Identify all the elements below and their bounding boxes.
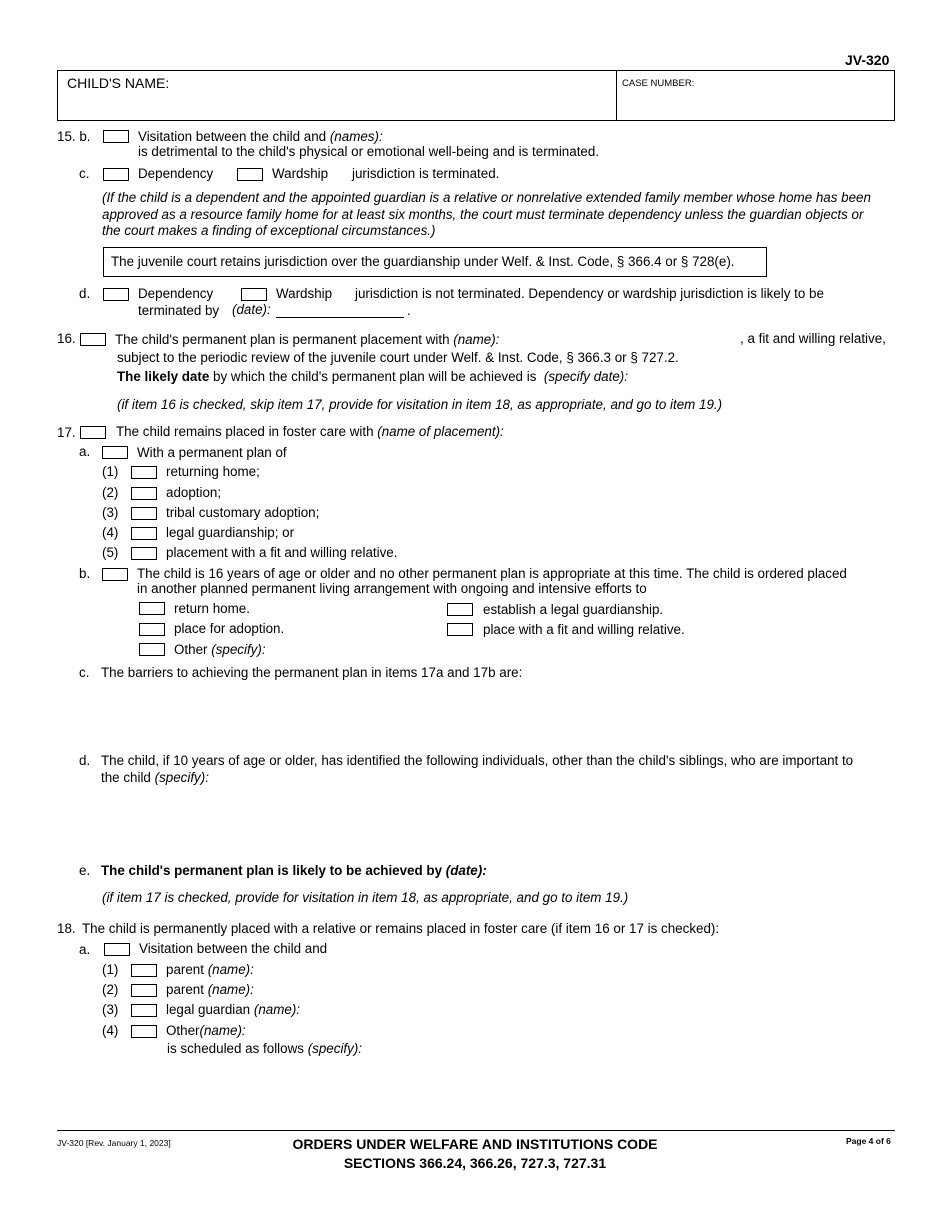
item-15c-dependency: Dependency: [138, 166, 214, 181]
item-18-scheduled: is scheduled as follows (specify):: [167, 1041, 363, 1056]
item-17a2-label: adoption;: [166, 485, 222, 500]
checkbox-17a2[interactable]: [131, 487, 157, 500]
item-15d-terminated-by: terminated by: [138, 303, 220, 318]
item-15d-date-label: (date):: [232, 302, 271, 317]
checkbox-15c-dependency[interactable]: [103, 168, 129, 181]
item-17d-letter: d.: [79, 753, 91, 768]
item-15b-number: 15. b.: [57, 129, 91, 144]
item-17a4-num: (4): [102, 525, 119, 540]
item-15c-letter: c.: [79, 166, 90, 181]
item-17e-letter: e.: [79, 863, 91, 878]
item-15b-line2: is detrimental to the child's physical or emotional well-being and is terminated.: [138, 144, 600, 159]
checkbox-18a1[interactable]: [131, 964, 157, 977]
item-15c-jurisdiction-box: The juvenile court retains jurisdiction over the guardianship under Welf. & Inst. Code, § 366.4 or § 728(e).: [103, 247, 767, 277]
item-17b-letter: b.: [79, 566, 91, 581]
item-17b-other: Other (specify):: [174, 642, 266, 657]
item-15d-date-field[interactable]: [276, 317, 404, 318]
checkbox-17b-place-relative[interactable]: [447, 623, 473, 636]
item-15c-wardship: Wardship: [272, 166, 329, 181]
item-18a-letter: a.: [79, 942, 91, 957]
checkbox-17b-return-home[interactable]: [139, 602, 165, 615]
checkbox-17a5[interactable]: [131, 547, 157, 560]
item-17a5-label: placement with a fit and willing relative.: [166, 545, 398, 560]
item-15d-dependency: Dependency: [138, 286, 214, 301]
checkbox-18a2[interactable]: [131, 984, 157, 997]
item-18a1-num: (1): [102, 962, 119, 977]
item-16-note: (if item 16 is checked, skip item 17, provide for visitation in item 18, as appropriate, and go to item 19.): [117, 397, 723, 412]
item-16-fit-relative: , a fit and willing relative,: [740, 331, 886, 346]
checkbox-17b-establish-guardianship[interactable]: [447, 603, 473, 616]
checkbox-15d-wardship[interactable]: [241, 288, 267, 301]
item-17c-text: The barriers to achieving the permanent plan in items 17a and 17b are:: [101, 665, 523, 680]
checkbox-17b-place-adoption[interactable]: [139, 623, 165, 636]
header-box: [57, 70, 895, 121]
checkbox-15b[interactable]: [103, 130, 129, 143]
item-17a1-label: returning home;: [166, 464, 260, 479]
checkbox-18a3[interactable]: [131, 1004, 157, 1017]
item-17a1-num: (1): [102, 464, 119, 479]
item-17a3-label: tribal customary adoption;: [166, 505, 320, 520]
item-18-number: 18.: [57, 921, 76, 936]
item-17d-line1: The child, if 10 years of age or older, has identified the following individuals, other than the child's siblings, who are important to: [101, 753, 854, 768]
item-15c-terminated: jurisdiction is terminated.: [352, 166, 500, 181]
item-17a2-num: (2): [102, 485, 119, 500]
checkbox-18a[interactable]: [104, 943, 130, 956]
footer-title: [200, 1135, 750, 1173]
checkbox-17a3[interactable]: [131, 507, 157, 520]
item-18a-text: Visitation between the child and: [139, 941, 328, 956]
checkbox-15c-wardship[interactable]: [237, 168, 263, 181]
childs-name-label: CHILD'S NAME:: [67, 75, 170, 91]
item-15c-note: (If the child is a dependent and the appointed guardian is a relative or nonrelative extended family member whose home has been approved as a resource family home for at least six months, the court must terminate dependency unless the guardian objects or the court makes a finding of exceptional circumstances.): [102, 190, 871, 238]
item-17a5-num: (5): [102, 545, 119, 560]
item-17a4-label: legal guardianship; or: [166, 525, 295, 540]
checkbox-17[interactable]: [80, 426, 106, 439]
item-15b-text: Visitation between the child and (names):: [138, 129, 383, 144]
checkbox-17b-other[interactable]: [139, 643, 165, 656]
item-17b-place-adoption: place for adoption.: [174, 621, 285, 636]
item-17-text: The child remains placed in foster care with (name of placement):: [116, 424, 504, 439]
checkbox-16[interactable]: [80, 333, 106, 346]
item-18a4-label: Other(name):: [166, 1023, 246, 1038]
case-number-label: CASE NUMBER:: [622, 78, 695, 89]
item-16-text: The child's permanent plan is permanent placement with (name):: [115, 332, 500, 347]
item-17e-text: The child's permanent plan is likely to be achieved by (date):: [101, 863, 487, 878]
item-17a-letter: a.: [79, 444, 91, 459]
item-17c-letter: c.: [79, 665, 90, 680]
item-17-number: 17.: [57, 425, 76, 440]
item-15d-not-terminated: jurisdiction is not terminated. Dependency or wardship jurisdiction is likely to be: [355, 286, 824, 301]
checkbox-15d-dependency[interactable]: [103, 288, 129, 301]
item-15d-letter: d.: [79, 286, 91, 301]
item-16-line2: subject to the periodic review of the juvenile court under Welf. & Inst. Code, § 366.3 or § 727.2.: [117, 350, 679, 365]
item-17-note: (if item 17 is checked, provide for visitation in item 18, as appropriate, and go to item 19.): [102, 890, 629, 905]
item-18a1-label: parent (name):: [166, 962, 254, 977]
item-17a3-num: (3): [102, 505, 119, 520]
checkbox-17a[interactable]: [102, 446, 128, 459]
item-17b-line1: The child is 16 years of age or older and no other permanent plan is appropriate at this time. The child is ordered placed: [137, 566, 847, 581]
footer-rev: JV-320 [Rev. January 1, 2023]: [57, 1138, 171, 1148]
header-divider: [616, 71, 617, 120]
item-17a-text: With a permanent plan of: [137, 445, 287, 460]
form-number: JV-320: [845, 52, 890, 68]
checkbox-17a1[interactable]: [131, 466, 157, 479]
item-18a3-label: legal guardian (name):: [166, 1002, 301, 1017]
checkbox-17a4[interactable]: [131, 527, 157, 540]
item-18a3-num: (3): [102, 1002, 119, 1017]
item-18a2-num: (2): [102, 982, 119, 997]
footer-title-line2: SECTIONS 366.24, 366.26, 727.3, 727.31: [343, 1155, 607, 1171]
item-17d-line2: the child (specify):: [101, 770, 209, 785]
item-18a4-num: (4): [102, 1023, 119, 1038]
item-16-number: 16.: [57, 331, 76, 346]
item-15d-wardship: Wardship: [276, 286, 333, 301]
item-17b-return-home: return home.: [174, 601, 250, 616]
item-18a2-label: parent (name):: [166, 982, 254, 997]
item-15d-period: .: [407, 303, 411, 318]
checkbox-17b[interactable]: [102, 568, 128, 581]
item-17b-place-relative: place with a fit and willing relative.: [483, 622, 685, 637]
item-17b-line2: in another planned permanent living arrangement with ongoing and intensive efforts to: [137, 581, 647, 596]
footer-page: Page 4 of 6: [846, 1136, 891, 1146]
footer-title-line1: ORDERS UNDER WELFARE AND INSTITUTIONS CODE: [292, 1136, 658, 1152]
item-16-likely-date: The likely date by which the child's permanent plan will be achieved is (specify date):: [117, 369, 628, 384]
checkbox-18a4[interactable]: [131, 1025, 157, 1038]
item-17b-establish: establish a legal guardianship.: [483, 602, 664, 617]
item-18-text: The child is permanently placed with a relative or remains placed in foster care (if item 16 or 17 is checked):: [82, 921, 720, 936]
footer-rule: [57, 1130, 895, 1131]
